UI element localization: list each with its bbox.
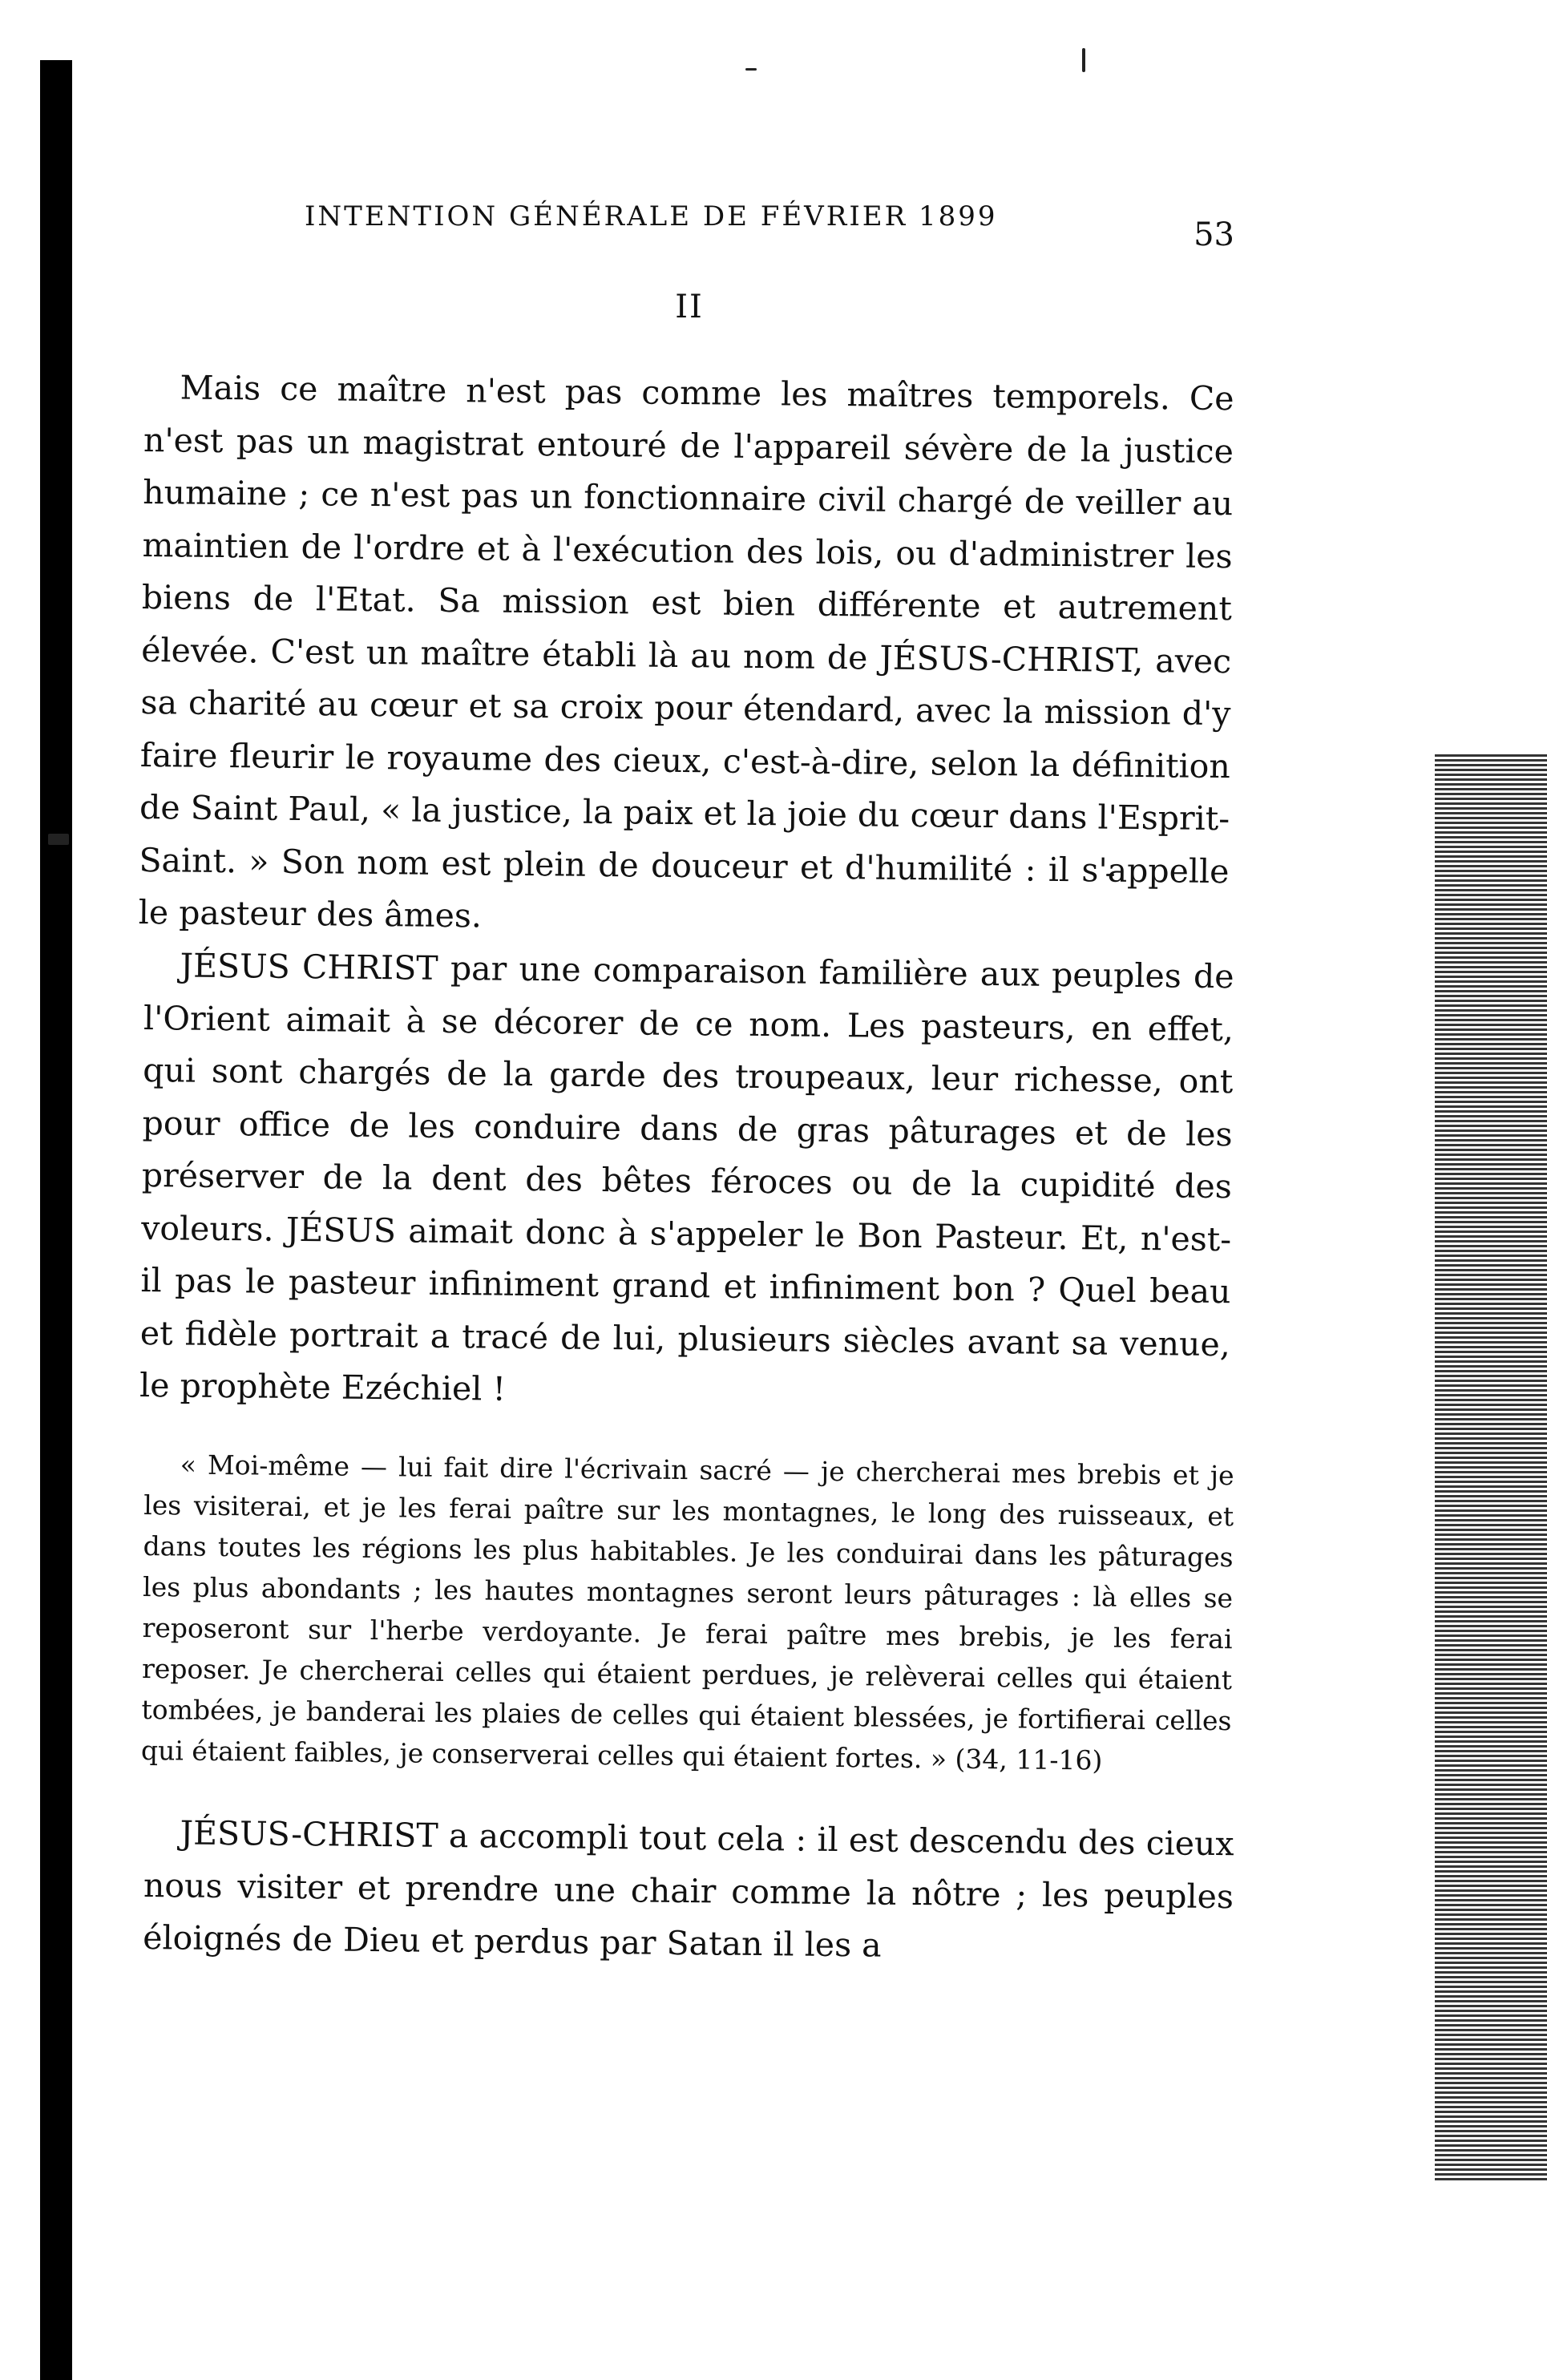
paragraph: Mais ce maître n'est pas comme les maîtres temporels. Ce n'est pas un magistrat entouré de l'appareil sévère de la justice humaine ; ce n'est pas un fonctionnaire civil chargé de veiller au maintien de l'ordre et à l'exécution des lois, ou d'administrer les biens de l'Etat. Sa mission est bien différente et autrement élevée. C'est un maître établi là au nom de JÉSUS-CHRIST, avec sa charité au cœur et sa croix pour étendard, avec la mission d'y faire fleurir le royaume des cieux, c'est-à-dire, selon la définition de Saint Paul, « la justice, la paix et la joie du cœur dans l'Esprit-Saint. » Son nom est plein de douceur et d'humilité : il s'appelle le pasteur des âmes. — [138, 368, 1234, 935]
section-numeral: II — [675, 289, 704, 325]
scan-speck — [48, 834, 69, 845]
running-title: INTENTION GÉNÉRALE DE FÉVRIER 1899 — [305, 200, 998, 232]
closing-paragraph: JÉSUS-CHRIST a accompli tout cela : il est descendu des cieux nous visiter et prendre une chair comme la nôtre ; les peuples éloignés de Dieu et perdus par Satan il les a — [143, 1813, 1234, 1965]
page-text — [138, 200, 1234, 1965]
scan-speck — [1082, 48, 1085, 72]
scan-speck — [745, 68, 757, 71]
scan-binding-edge — [40, 60, 72, 2380]
page-number: 53 — [1194, 216, 1234, 253]
paragraph: JÉSUS CHRIST par une comparaison familière aux peuples de l'Orient aimait à se décorer de ce nom. Les pasteurs, en effet, qui sont chargés de la garde des troupeaux, leur richesse, ont pour office de les conduire dans de gras pâturages et de les préserver de la dent des bêtes féroces ou de la cupidité des voleurs. JÉSUS aimait donc à s'appeler le Bon Pasteur. Et, n'est-il pas le pasteur infiniment grand et infiniment bon ? Quel beau et fidèle portrait a tracé de lui, plusieurs siècles avant sa venue, le prophète Ezéchiel ! — [139, 945, 1234, 1408]
block-quotation: « Moi-même — lui fait dire l'écrivain sacré — je chercherai mes brebis et je les visiterai, et je les ferai paître sur les montagnes, le long des ruisseaux, et dans toutes les régions les plus habitables. Je les conduirai dans les pâturages les plus abondants ; les hautes montagnes seront leurs pâturages : là elles se reposeront sur l'herbe verdoyante. Je ferai paître mes brebis, je les ferai reposer. Je chercherai celles qui étaient perdues, je relèverai celles qui étaient tombées, je banderai les plaies de celles qui étaient blessées, je fortifierai celles qui étaient faibles, je conserverai celles qui étaient fortes. » (34, 11-16) — [140, 1449, 1234, 1776]
running-head — [144, 200, 1234, 257]
scan-page-edge — [1435, 754, 1547, 2180]
